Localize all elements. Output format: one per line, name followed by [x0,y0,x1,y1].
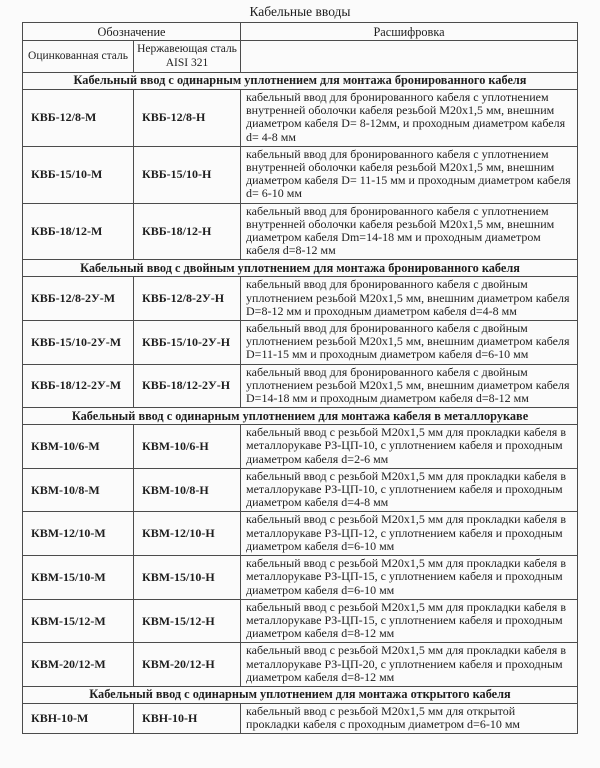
table-row [23,512,578,556]
column-header-designation: Обозначение [23,23,241,41]
section-header-row [23,260,578,277]
designation-galvanized-cell: КВБ-18/12-2У-М [23,364,134,408]
designation-stainless-cell: КВБ-12/8-2У-Н [134,277,241,321]
designation-stainless-cell: КВМ-12/10-Н [134,512,241,556]
description-cell: кабельный ввод с резьбой М20х1,5 мм для открытой прокладки кабеля с проходным диаметром d=6-10 мм [241,703,578,733]
designation-galvanized-cell: КВМ-10/8-М [23,468,134,512]
section-title: Кабельный ввод с одинарным уплотнением для монтажа открытого кабеля [23,686,578,703]
table-header [23,23,578,73]
description-cell: кабельный ввод с резьбой М20х1,5 мм для прокладки кабеля в металлорукаве РЗ-ЦП-12, с уплотнением кабеля и проходным диаметром кабеля d=6-10 мм [241,512,578,556]
designation-stainless-cell: КВМ-15/12-Н [134,599,241,643]
table-row [23,703,578,733]
table-row [23,321,578,365]
designation-galvanized-cell: КВМ-20/12-М [23,643,134,687]
designation-stainless-cell: КВБ-12/8-Н [134,90,241,147]
section-title: Кабельный ввод с одинарным уплотнением для монтажа кабеля в металлорукаве [23,408,578,425]
description-cell: кабельный ввод с резьбой М20х1,5 мм для прокладки кабеля в металлорукаве РЗ-ЦП-20, с уплотнением кабеля и проходным диаметром кабеля d=8-12 мм [241,643,578,687]
column-header-decoding: Расшифровка [241,23,578,41]
description-cell: кабельный ввод для бронированного кабеля с уплотнением внутренней оболочки кабеля резьбой М20х1,5 мм, внешним диаметром кабеля Dm=14-18 мм и проходным диаметром кабеля d=8-12 мм [241,203,578,260]
designation-stainless-cell: КВБ-18/12-2У-Н [134,364,241,408]
table-row [23,277,578,321]
designation-galvanized-cell: КВБ-18/12-М [23,203,134,260]
section-header-row [23,408,578,425]
designation-galvanized-cell: КВМ-10/6-М [23,425,134,469]
table-row [23,364,578,408]
cable-glands-table [22,22,578,734]
table-row [23,146,578,203]
description-cell: кабельный ввод для бронированного кабеля с уплотнением внутренней оболочки кабеля резьбой М20х1,5 мм, внешним диаметром кабеля D= 8-12мм, и проходным диаметром кабеля d= 4-8 мм [241,90,578,147]
designation-stainless-cell: КВН-10-Н [134,703,241,733]
designation-galvanized-cell: КВБ-12/8-2У-М [23,277,134,321]
column-header-galvanized-steel: Оцинкованная сталь [23,41,134,73]
table-row [23,599,578,643]
table-row [23,643,578,687]
column-header-stainless-steel: Нержавеющая сталь AISI 321 [134,41,241,73]
table-row [23,556,578,600]
designation-galvanized-cell: КВМ-12/10-М [23,512,134,556]
designation-stainless-cell: КВМ-10/6-Н [134,425,241,469]
description-cell: кабельный ввод для бронированного кабеля с двойным уплотнением резьбой М20х1,5 мм, внешним диаметром кабеля D=8-12 мм и проходным диаметром кабеля d=4-8 мм [241,277,578,321]
description-cell: кабельный ввод для бронированного кабеля с уплотнением внутренней оболочки кабеля резьбой М20х1,5 мм, внешним диаметром кабеля D= 11-15 мм и проходным диаметром кабеля d= 6-10 мм [241,146,578,203]
designation-galvanized-cell: КВБ-12/8-М [23,90,134,147]
table-row [23,425,578,469]
page-title: Кабельные вводы [249,4,351,19]
designation-stainless-cell: КВМ-10/8-Н [134,468,241,512]
designation-galvanized-cell: КВБ-15/10-2У-М [23,321,134,365]
designation-stainless-cell: КВБ-15/10-2У-Н [134,321,241,365]
description-cell: кабельный ввод с резьбой М20х1,5 мм для прокладки кабеля в металлорукаве РЗ-ЦП-15, с уплотнением кабеля и проходным диаметром кабеля d=6-10 мм [241,556,578,600]
description-cell: кабельный ввод для бронированного кабеля с двойным уплотнением резьбой М20х1,5 мм, внешним диаметром кабеля D=11-15 мм и проходным диаметром кабеля d=6-10 мм [241,321,578,365]
table-row [23,203,578,260]
table-row [23,90,578,147]
table-row [23,468,578,512]
section-title: Кабельный ввод с двойным уплотнением для монтажа бронированного кабеля [23,260,578,277]
designation-galvanized-cell: КВН-10-М [23,703,134,733]
description-cell: кабельный ввод с резьбой М20х1,5 мм для прокладки кабеля в металлорукаве РЗ-ЦП-10, с уплотнением кабеля и проходным диаметром кабеля d=4-8 мм [241,468,578,512]
designation-stainless-cell: КВБ-15/10-Н [134,146,241,203]
section-header-row [23,73,578,90]
designation-galvanized-cell: КВМ-15/10-М [23,556,134,600]
header-row-main [23,23,578,41]
column-header-decoding-empty-cell [241,41,578,73]
table-body [23,73,578,734]
description-cell: кабельный ввод для бронированного кабеля с двойным уплотнением резьбой М20х1,5 мм, внешним диаметром кабеля D=14-18 мм и проходным диаметром кабеля d=8-12 мм [241,364,578,408]
header-row-sub [23,41,578,73]
designation-stainless-cell: КВБ-18/12-Н [134,203,241,260]
description-cell: кабельный ввод с резьбой М20х1,5 мм для прокладки кабеля в металлорукаве РЗ-ЦП-15, с уплотнением кабеля и проходным диаметром кабеля d=8-12 мм [241,599,578,643]
designation-galvanized-cell: КВМ-15/12-М [23,599,134,643]
designation-galvanized-cell: КВБ-15/10-М [23,146,134,203]
designation-stainless-cell: КВМ-20/12-Н [134,643,241,687]
section-title: Кабельный ввод с одинарным уплотнением для монтажа бронированного кабеля [23,73,578,90]
section-header-row [23,686,578,703]
description-cell: кабельный ввод с резьбой М20х1,5 мм для прокладки кабеля в металлорукаве РЗ-ЦП-10, с уплотнением кабеля и проходным диаметром кабеля d=2-6 мм [241,425,578,469]
designation-stainless-cell: КВМ-15/10-Н [134,556,241,600]
